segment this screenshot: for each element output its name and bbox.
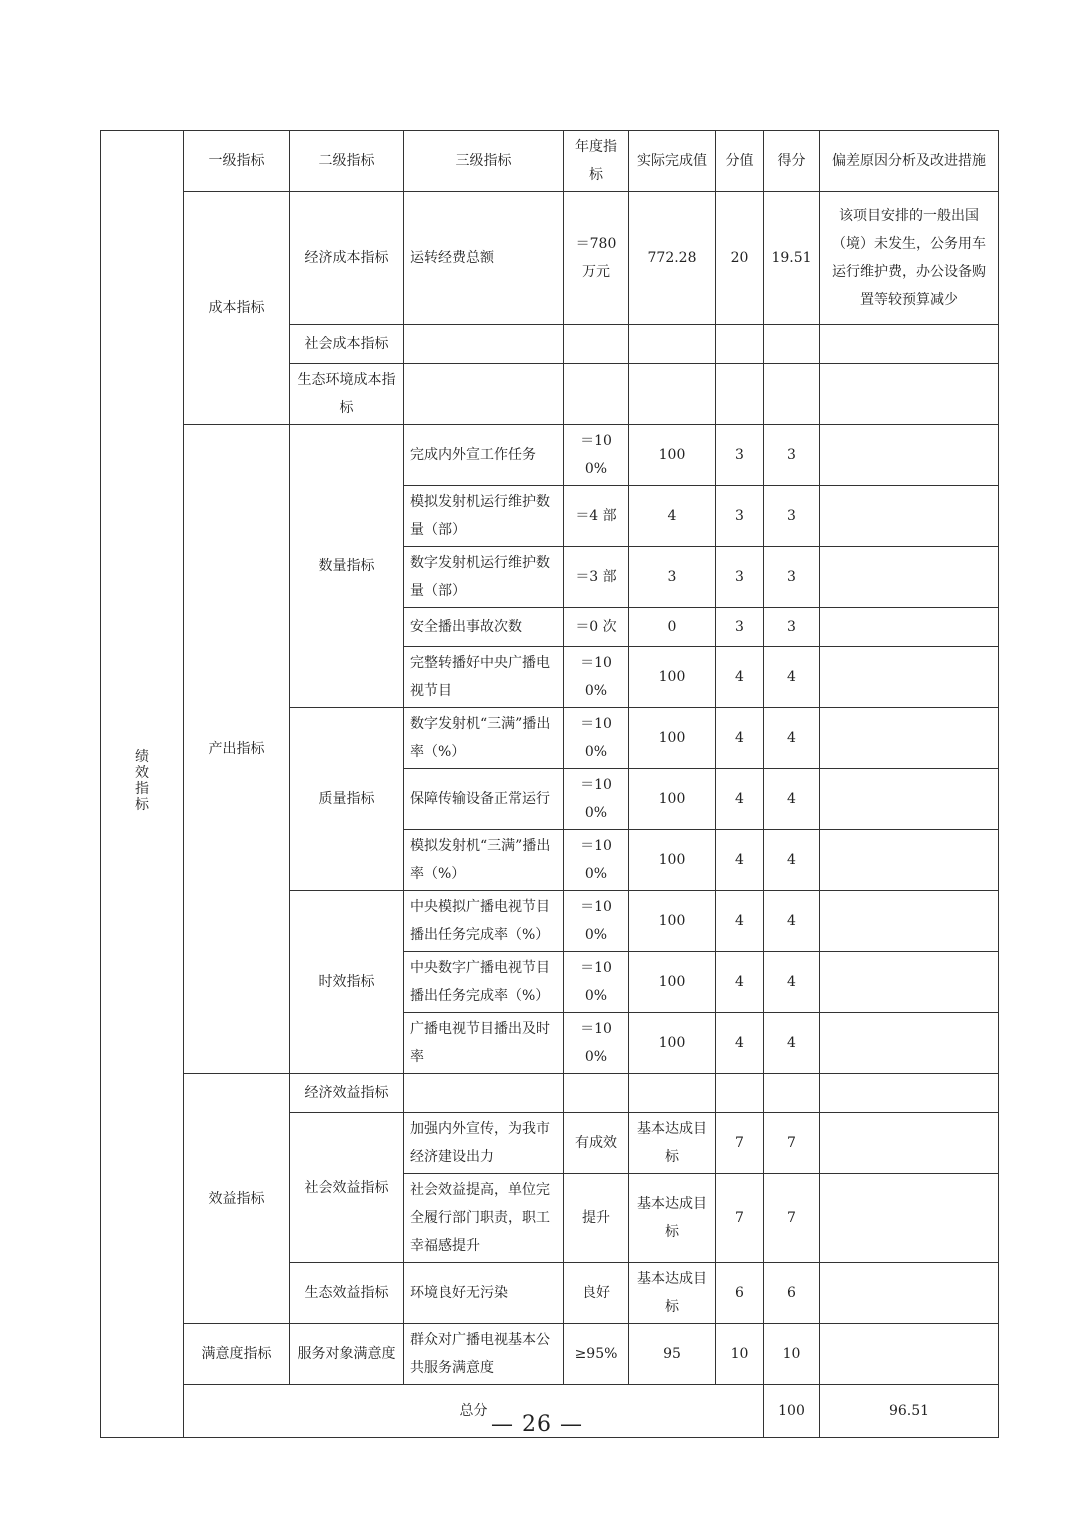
row-reason <box>820 1013 999 1074</box>
row-score: 4 <box>764 891 820 952</box>
row-weight: 3 <box>716 547 764 608</box>
row-score: 4 <box>764 952 820 1013</box>
row-actual: 100 <box>629 425 716 486</box>
row-target: ＝100% <box>564 1013 629 1074</box>
row-weight: 4 <box>716 891 764 952</box>
row-item: 完成内外宣工作任务 <box>404 425 564 486</box>
cost-econ-target: ＝780万元 <box>564 192 629 325</box>
section-label: 绩效指标 <box>135 749 149 813</box>
row-score: 7 <box>764 1174 820 1263</box>
row-weight: 4 <box>716 647 764 708</box>
row-target: ＝4 部 <box>564 486 629 547</box>
row-weight: 4 <box>716 830 764 891</box>
satisfaction-sub: 服务对象满意度 <box>290 1324 404 1385</box>
row-item: 中央模拟广播电视节目播出任务完成率（%） <box>404 891 564 952</box>
row-item: 安全播出事故次数 <box>404 608 564 647</box>
cost-econ-item: 运转经费总额 <box>404 192 564 325</box>
row-item: 模拟发射机运行维护数量（部） <box>404 486 564 547</box>
row-weight: 10 <box>716 1324 764 1385</box>
row-item: 社会效益提高，单位完全履行部门职责，职工幸福感提升 <box>404 1174 564 1263</box>
row-score: 4 <box>764 830 820 891</box>
row-target: ＝100% <box>564 891 629 952</box>
table-row <box>101 1324 999 1385</box>
row-weight: 3 <box>716 425 764 486</box>
row-actual: 基本达成目标 <box>629 1174 716 1263</box>
cost-econ-label: 经济成本指标 <box>290 192 404 325</box>
row-actual: 100 <box>629 647 716 708</box>
row-actual: 100 <box>629 708 716 769</box>
row-reason <box>820 608 999 647</box>
row-score: 6 <box>764 1263 820 1324</box>
row-reason <box>820 647 999 708</box>
row-weight: 6 <box>716 1263 764 1324</box>
row-item: 数字发射机运行维护数量（部） <box>404 547 564 608</box>
row-score: 4 <box>764 769 820 830</box>
row-actual: 100 <box>629 952 716 1013</box>
header-lvl3: 三级指标 <box>404 131 564 192</box>
row-target: ≥95% <box>564 1324 629 1385</box>
row-item: 完整转播好中央广播电视节目 <box>404 647 564 708</box>
row-weight: 4 <box>716 1013 764 1074</box>
row-reason <box>820 769 999 830</box>
row-score: 7 <box>764 1113 820 1174</box>
row-item: 环境良好无污染 <box>404 1263 564 1324</box>
row-score: 10 <box>764 1324 820 1385</box>
row-weight: 4 <box>716 769 764 830</box>
row-target: ＝3 部 <box>564 547 629 608</box>
row-item: 模拟发射机“三满”播出率（%） <box>404 830 564 891</box>
row-item: 广播电视节目播出及时率 <box>404 1013 564 1074</box>
row-weight: 7 <box>716 1174 764 1263</box>
row-actual: 基本达成目标 <box>629 1263 716 1324</box>
row-target: ＝100% <box>564 830 629 891</box>
row-item: 中央数字广播电视节目播出任务完成率（%） <box>404 952 564 1013</box>
header-lvl2: 二级指标 <box>290 131 404 192</box>
row-score: 4 <box>764 1013 820 1074</box>
benefit-label: 效益指标 <box>184 1074 290 1324</box>
row-score: 3 <box>764 486 820 547</box>
table-row <box>101 1074 999 1113</box>
row-actual: 100 <box>629 830 716 891</box>
row-reason <box>820 1113 999 1174</box>
header-row <box>101 131 999 192</box>
row-reason <box>820 1324 999 1385</box>
row-reason <box>820 1263 999 1324</box>
row-item: 群众对广播电视基本公共服务满意度 <box>404 1324 564 1385</box>
row-reason <box>820 891 999 952</box>
row-reason <box>820 425 999 486</box>
row-actual: 4 <box>629 486 716 547</box>
row-actual: 基本达成目标 <box>629 1113 716 1174</box>
cost-econ-weight: 20 <box>716 192 764 325</box>
row-target: 良好 <box>564 1263 629 1324</box>
row-score: 3 <box>764 425 820 486</box>
row-reason <box>820 708 999 769</box>
benefit-social-label: 社会效益指标 <box>290 1113 404 1263</box>
header-weight: 分值 <box>716 131 764 192</box>
row-target: ＝100% <box>564 647 629 708</box>
row-target: 提升 <box>564 1174 629 1263</box>
row-weight: 3 <box>716 608 764 647</box>
row-actual: 100 <box>629 891 716 952</box>
cost-econ-score: 19.51 <box>764 192 820 325</box>
cost-eco-label: 生态环境成本指标 <box>290 364 404 425</box>
row-actual: 95 <box>629 1324 716 1385</box>
row-item: 数字发射机“三满”播出率（%） <box>404 708 564 769</box>
quantity-label: 数量指标 <box>290 425 404 708</box>
satisfaction-label: 满意度指标 <box>184 1324 290 1385</box>
row-score: 4 <box>764 708 820 769</box>
row-target: ＝100% <box>564 952 629 1013</box>
row-score: 3 <box>764 547 820 608</box>
row-target: ＝100% <box>564 425 629 486</box>
row-weight: 4 <box>716 708 764 769</box>
total-weight: 100 <box>764 1385 820 1438</box>
total-score: 96.51 <box>820 1385 999 1438</box>
row-actual: 100 <box>629 1013 716 1074</box>
timeliness-label: 时效指标 <box>290 891 404 1074</box>
row-item: 保障传输设备正常运行 <box>404 769 564 830</box>
row-target: ＝100% <box>564 708 629 769</box>
row-reason <box>820 1174 999 1263</box>
row-score: 4 <box>764 647 820 708</box>
section-label-cell <box>101 131 184 1438</box>
output-label: 产出指标 <box>184 425 290 1074</box>
cost-social-label: 社会成本指标 <box>290 325 404 364</box>
performance-table <box>100 130 999 1438</box>
cost-econ-actual: 772.28 <box>629 192 716 325</box>
row-weight: 3 <box>716 486 764 547</box>
quality-label: 质量指标 <box>290 708 404 891</box>
row-target: ＝100% <box>564 769 629 830</box>
table-row <box>101 192 999 325</box>
header-actual: 实际完成值 <box>629 131 716 192</box>
row-actual: 0 <box>629 608 716 647</box>
row-item: 加强内外宣传，为我市经济建设出力 <box>404 1113 564 1174</box>
header-lvl1: 一级指标 <box>184 131 290 192</box>
cost-econ-reason: 该项目安排的一般出国（境）未发生，公务用车运行维护费，办公设备购置等较预算减少 <box>820 192 999 325</box>
row-reason <box>820 830 999 891</box>
row-target: 有成效 <box>564 1113 629 1174</box>
row-target: ＝0 次 <box>564 608 629 647</box>
header-score: 得分 <box>764 131 820 192</box>
header-reason: 偏差原因分析及改进措施 <box>820 131 999 192</box>
benefit-econ-label: 经济效益指标 <box>290 1074 404 1113</box>
header-target: 年度指标 <box>564 131 629 192</box>
row-actual: 3 <box>629 547 716 608</box>
benefit-eco-label: 生态效益指标 <box>290 1263 404 1324</box>
row-reason <box>820 547 999 608</box>
row-reason <box>820 486 999 547</box>
table-row <box>101 425 999 486</box>
row-weight: 4 <box>716 952 764 1013</box>
total-label: 总分 <box>184 1385 764 1438</box>
page-number: — 26 — <box>491 1412 583 1437</box>
row-score: 3 <box>764 608 820 647</box>
row-weight: 7 <box>716 1113 764 1174</box>
cost-label: 成本指标 <box>184 192 290 425</box>
row-actual: 100 <box>629 769 716 830</box>
row-reason <box>820 952 999 1013</box>
